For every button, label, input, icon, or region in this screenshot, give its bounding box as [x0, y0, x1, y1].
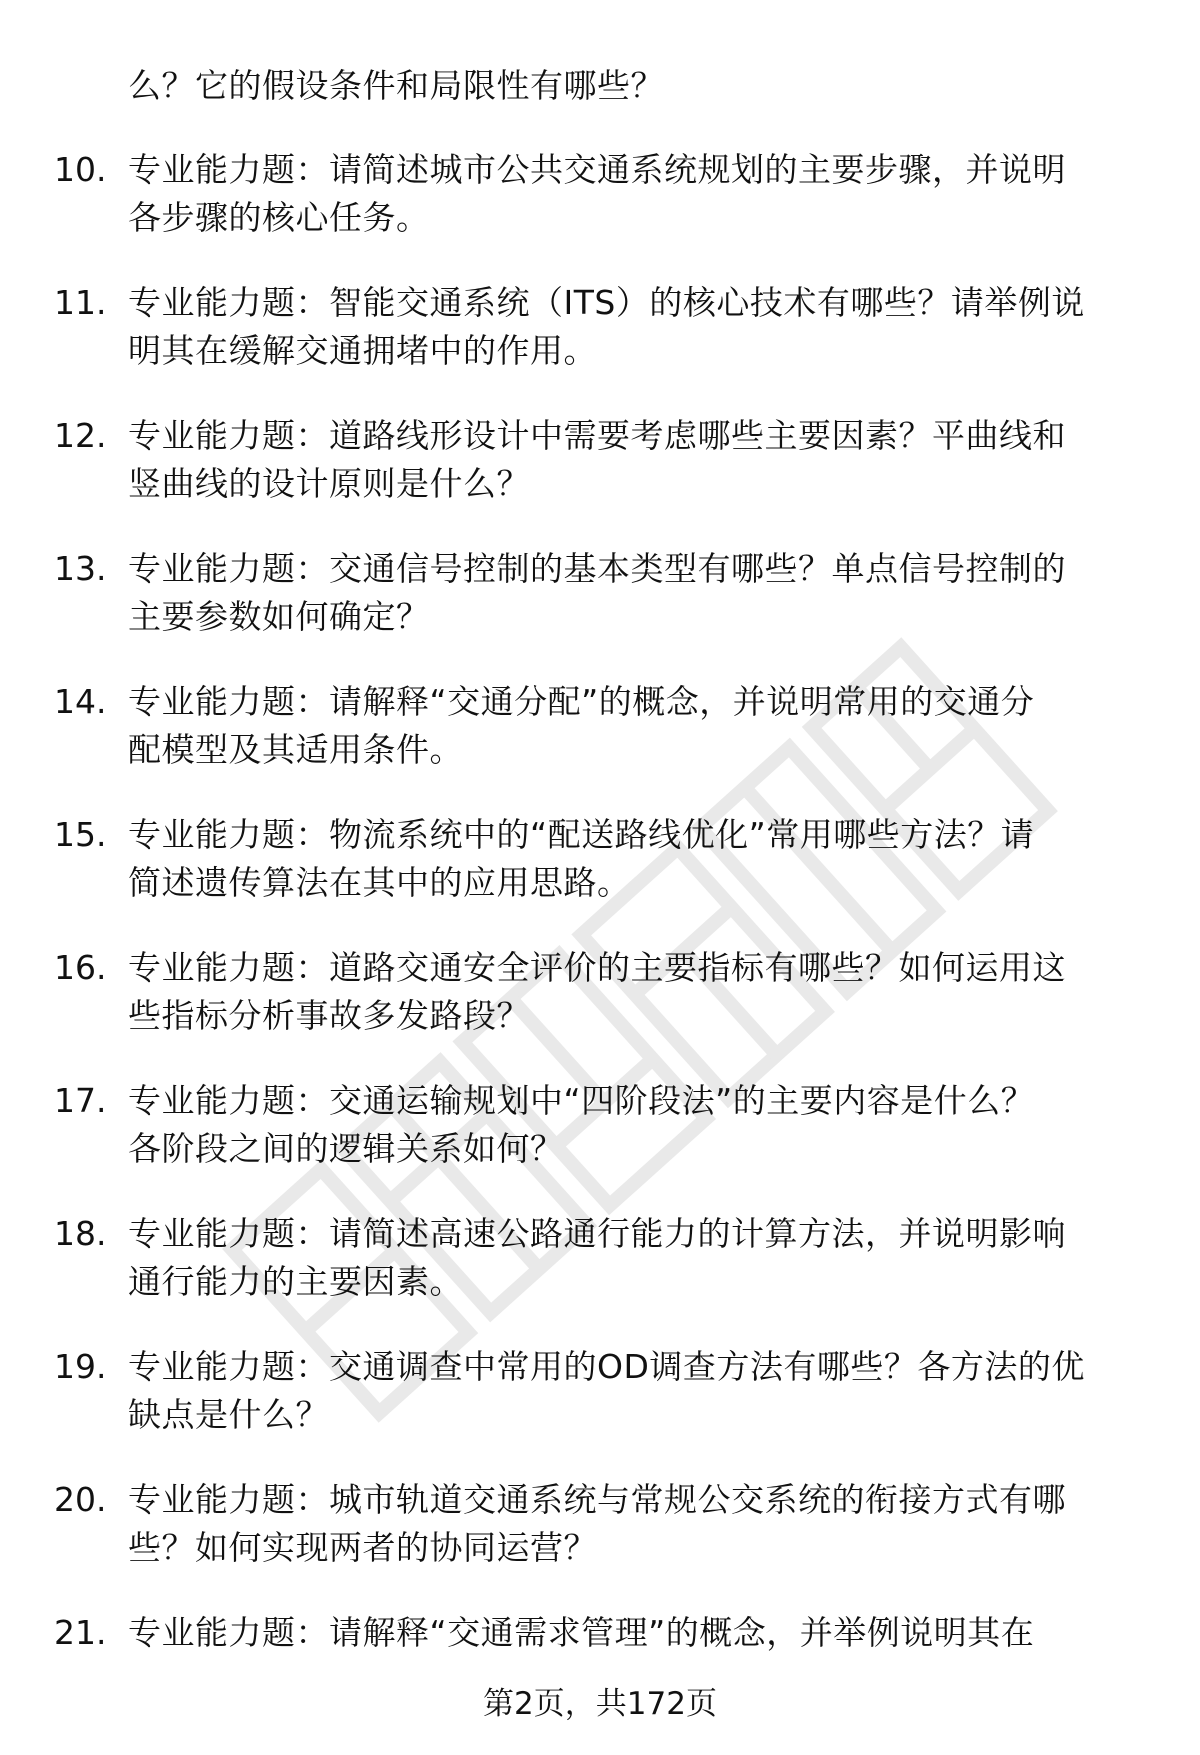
question-text: [128, 1343, 1158, 1439]
question-line: 专业能力题：道路交通安全评价的主要指标有哪些？如何运用这: [128, 948, 1066, 987]
question-number: 10.: [54, 150, 107, 189]
question-number: 19.: [54, 1347, 107, 1386]
question-number: 12.: [54, 416, 107, 455]
question-text: [128, 412, 1158, 508]
question-line: 些？如何实现两者的协同运营？: [128, 1528, 597, 1567]
question-number: 16.: [54, 948, 107, 987]
question-text: [128, 1609, 1158, 1657]
question-number: 15.: [54, 815, 107, 854]
question-item: [0, 1343, 1200, 1476]
question-number: 20.: [54, 1480, 107, 1519]
question-text: [128, 545, 1158, 641]
question-line: 专业能力题：交通调查中常用的OD调查方法有哪些？各方法的优: [128, 1347, 1085, 1386]
question-line: 配模型及其适用条件。: [128, 730, 463, 769]
question-item: [0, 1210, 1200, 1343]
question-text: [128, 279, 1158, 375]
question-text: [128, 1476, 1158, 1572]
question-line: 各阶段之间的逻辑关系如何？: [128, 1129, 564, 1168]
question-line: 专业能力题：交通信号控制的基本类型有哪些？单点信号控制的: [128, 549, 1066, 588]
question-item: [0, 545, 1200, 678]
question-line: 专业能力题：智能交通系统（ITS）的核心技术有哪些？请举例说: [128, 283, 1085, 322]
question-line: 缺点是什么？: [128, 1395, 329, 1434]
question-line: 主要参数如何确定？: [128, 597, 430, 636]
question-text: [128, 678, 1158, 774]
question-text: [128, 811, 1158, 907]
question-line: 专业能力题：交通运输规划中“四阶段法”的主要内容是什么？: [128, 1081, 1035, 1120]
question-line: 专业能力题：请解释“交通需求管理”的概念，并举例说明其在: [128, 1613, 1035, 1652]
question-line: 专业能力题：请简述高速公路通行能力的计算方法，并说明影响: [128, 1214, 1066, 1253]
question-number: 21.: [54, 1613, 107, 1652]
question-number: 13.: [54, 549, 107, 588]
page-footer: 第2页，共172页: [483, 1686, 717, 1722]
question-text: [128, 1210, 1158, 1306]
question-line: 通行能力的主要因素。: [128, 1262, 463, 1301]
question-item: [0, 412, 1200, 545]
question-text: [128, 146, 1158, 242]
question-line: 专业能力题：道路线形设计中需要考虑哪些主要因素？平曲线和: [128, 416, 1066, 455]
question-item: [0, 1077, 1200, 1210]
question-item: [0, 146, 1200, 279]
question-number: 18.: [54, 1214, 107, 1253]
question-text: [128, 1077, 1158, 1173]
question-item: [0, 1476, 1200, 1609]
question-line: 专业能力题：请简述城市公共交通系统规划的主要步骤，并说明: [128, 150, 1066, 189]
question-item: [0, 944, 1200, 1077]
question-line: 些指标分析事故多发路段？: [128, 996, 530, 1035]
question-line: 专业能力题：请解释“交通分配”的概念，并说明常用的交通分: [128, 682, 1035, 721]
question-line: 竖曲线的设计原则是什么？: [128, 464, 530, 503]
question-line: 专业能力题：物流系统中的“配送路线优化”常用哪些方法？请: [128, 815, 1035, 854]
question-number: 14.: [54, 682, 107, 721]
question-number: 17.: [54, 1081, 107, 1120]
question-line: 明其在缓解交通拥堵中的作用。: [128, 331, 597, 370]
question-item: [0, 678, 1200, 811]
question-line: 专业能力题：城市轨道交通系统与常规公交系统的衔接方式有哪: [128, 1480, 1066, 1519]
question-item: [0, 811, 1200, 944]
continued-question-text: 么？它的假设条件和局限性有哪些？: [128, 66, 664, 105]
question-list: [0, 146, 1200, 1742]
question-item: [0, 279, 1200, 412]
question-number: 11.: [54, 283, 107, 322]
question-line: 各步骤的核心任务。: [128, 198, 430, 237]
question-line: 简述遗传算法在其中的应用思路。: [128, 863, 631, 902]
question-text: [128, 944, 1158, 1040]
